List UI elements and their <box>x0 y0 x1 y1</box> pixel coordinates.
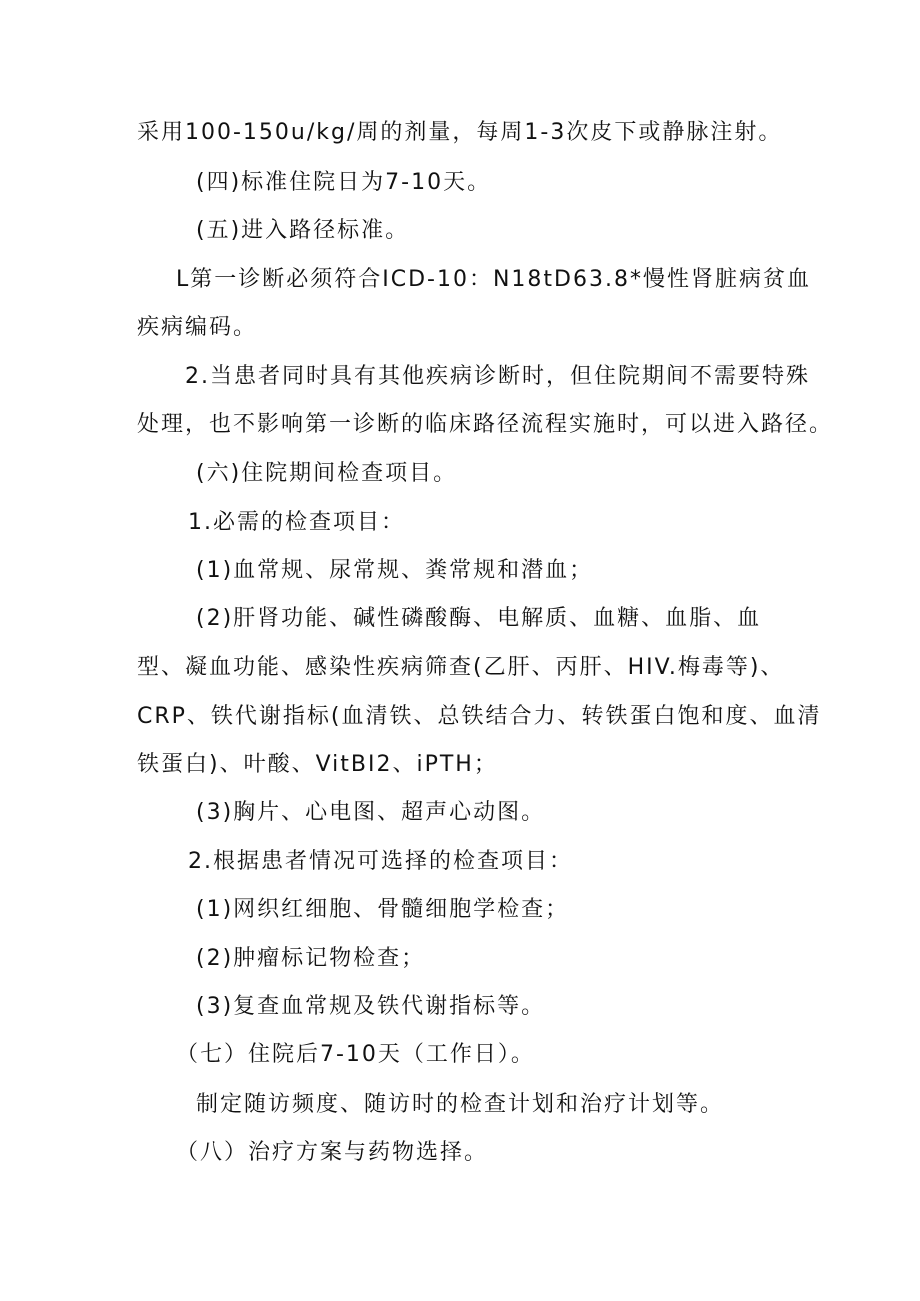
text-line: (1)网织红细胞、骨髓细胞学检查； <box>196 897 570 922</box>
text-line: （八）治疗方案与药物选择。 <box>176 1140 489 1165</box>
text-line: (3)复查血常规及铁代谢指标等。 <box>196 994 546 1019</box>
text-line: 疾病编码。 <box>137 315 258 340</box>
text-line: 型、凝血功能、感染性疾病筛查(乙肝、丙肝、HIV.梅毒等)、 <box>137 655 785 680</box>
text-line: 铁蛋白)、叶酸、VitBI2、iPTH； <box>137 752 498 777</box>
text-line: (2)肝肾功能、碱性磷酸酶、电解质、血糖、血脂、血 <box>196 606 762 631</box>
text-line: (五)进入路径标准。 <box>196 218 410 243</box>
text-line: CRP、铁代谢指标(血清铁、总铁结合力、转铁蛋白饱和度、血清 <box>137 704 822 729</box>
text-line: (3)胸片、心电图、超声心动图。 <box>196 800 546 825</box>
text-line: 采用100-150u/kg/周的剂量，每周1-3次皮下或静脉注射。 <box>137 120 783 145</box>
text-line: L第一诊断必须符合ICD-10：N18tD63.8*慢性肾脏病贫血 <box>176 267 811 292</box>
text-line: 2.根据患者情况可选择的检查项目： <box>188 849 573 874</box>
text-line: （七）住院后7-10天（工作日）。 <box>176 1042 535 1067</box>
text-line: 2.当患者同时具有其他疾病诊断时，但住院期间不需要特殊 <box>185 364 810 389</box>
text-line: 制定随访频度、随访时的检查计划和治疗计划等。 <box>196 1092 725 1117</box>
text-line: (四)标准住院日为7-10天。 <box>196 170 492 195</box>
text-line: 1.必需的检查项目： <box>188 510 405 535</box>
text-line: (2)肿瘤标记物检查； <box>196 946 426 971</box>
text-line: 处理，也不影响第一诊断的临床路径流程实施时，可以进入路径。 <box>137 412 834 437</box>
text-line: (1)血常规、尿常规、粪常规和潜血； <box>196 558 594 583</box>
text-line: (六)住院期间检查项目。 <box>196 461 458 486</box>
